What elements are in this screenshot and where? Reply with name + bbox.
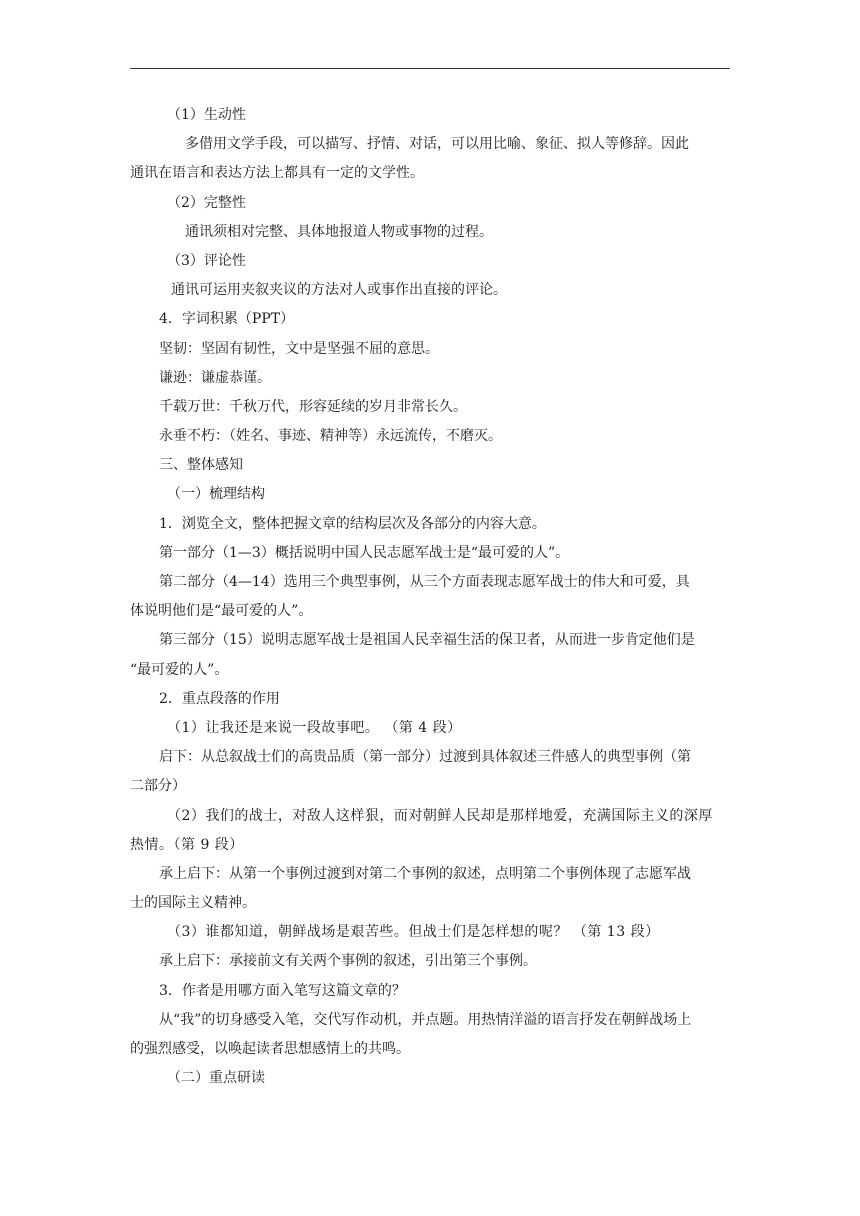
paragraph-line: 第二部分（4—14）选用三个典型事例，从三个方面表现志愿军战士的伟大和可爱，具 (159, 574, 690, 590)
question-line: 3．作者是用哪方面入笔写这篇文章的？ (159, 982, 406, 999)
paragraph-line: 从“我”的切身感受入笔，交代写作动机，并点题。用热情洋溢的语言抒发在朝鲜战场上 (159, 1011, 692, 1028)
quote-line: （2）我们的战士，对敌人这样狠，而对朝鲜人民却是那样地爱，充满国际主义的深厚 (167, 807, 713, 824)
question-line: 1．浏览全文，整体把握文章的结构层次及各部分的内容大意。 (159, 515, 546, 532)
paragraph-line: 第三部分（15）说明志愿军战士是祖国人民幸福生活的保卫者，从而进一步肯定他们是 (159, 632, 695, 649)
quote-line: （1）让我还是来说一段故事吧。 （第 4 段） (167, 719, 462, 736)
paragraph-line: 体说明他们是“最可爱的人”。 (130, 603, 313, 620)
subheading-completeness: （2）完整性 (167, 194, 246, 211)
subheading-commentary: （3）评论性 (167, 252, 246, 269)
subheading-vividness: （1）生动性 (167, 107, 246, 123)
subsection-heading-structure: （一）梳理结构 (167, 486, 265, 503)
vocab-entry: 谦逊：谦虚恭谨。 (159, 369, 271, 386)
document-body (130, 101, 730, 1093)
paragraph-line: 通讯须相对完整、具体地报道人物或事物的过程。 (185, 223, 493, 240)
paragraph-line: “最可爱的人”。 (130, 661, 229, 678)
subsection-heading-key-reading: （二）重点研读 (167, 1070, 265, 1087)
section-heading-vocabulary: 4．字词积累（PPT） (159, 311, 295, 328)
paragraph-line: 二部分） (130, 778, 186, 795)
header-rule (130, 68, 730, 69)
paragraph-line: 多借用文学手段，可以描写、抒情、对话，可以用比喻、象征、拟人等修辞。因此 (185, 136, 689, 153)
vocab-entry: 千载万世：千秋万代，形容延续的岁月非常长久。 (159, 398, 467, 415)
paragraph-line: 承上启下：从第一个事例过渡到对第二个事例的叙述，点明第二个事例体现了志愿军战 (159, 865, 691, 882)
vocab-entry: 坚韧：坚固有韧性，文中是坚强不屈的意思。 (159, 340, 439, 357)
paragraph-line: 通讯在语言和表达方法上都具有一定的文学性。 (130, 165, 424, 182)
paragraph-line: 启下：从总叙战士们的高贵品质（第一部分）过渡到具体叙述三件感人的典型事例（第 (159, 749, 691, 766)
paragraph-line: 的强烈感受，以唤起读者思想感情上的共鸣。 (130, 1041, 410, 1057)
section-heading-overall: 三、整体感知 (159, 457, 243, 474)
paragraph-line: 士的国际主义精神。 (130, 895, 256, 912)
vocab-entry: 永垂不朽：（姓名、事迹、精神等）永远流传，不磨灭。 (159, 428, 502, 445)
question-line: 2．重点段落的作用 (159, 690, 280, 707)
paragraph-line: 第一部分（1—3）概括说明中国人民志愿军战士是“最可爱的人”。 (159, 544, 570, 561)
paragraph-line: 承上启下：承接前文有关两个事例的叙述，引出第三个事例。 (159, 953, 537, 970)
quote-line: 热情。（第 9 段） (130, 836, 244, 853)
quote-line: （3）谁都知道，朝鲜战场是艰苦些。但战士们是怎样想的呢？ （第 13 段） (167, 924, 660, 941)
paragraph-line: 通讯可运用夹叙夹议的方法对人或事作出直接的评论。 (171, 282, 507, 299)
